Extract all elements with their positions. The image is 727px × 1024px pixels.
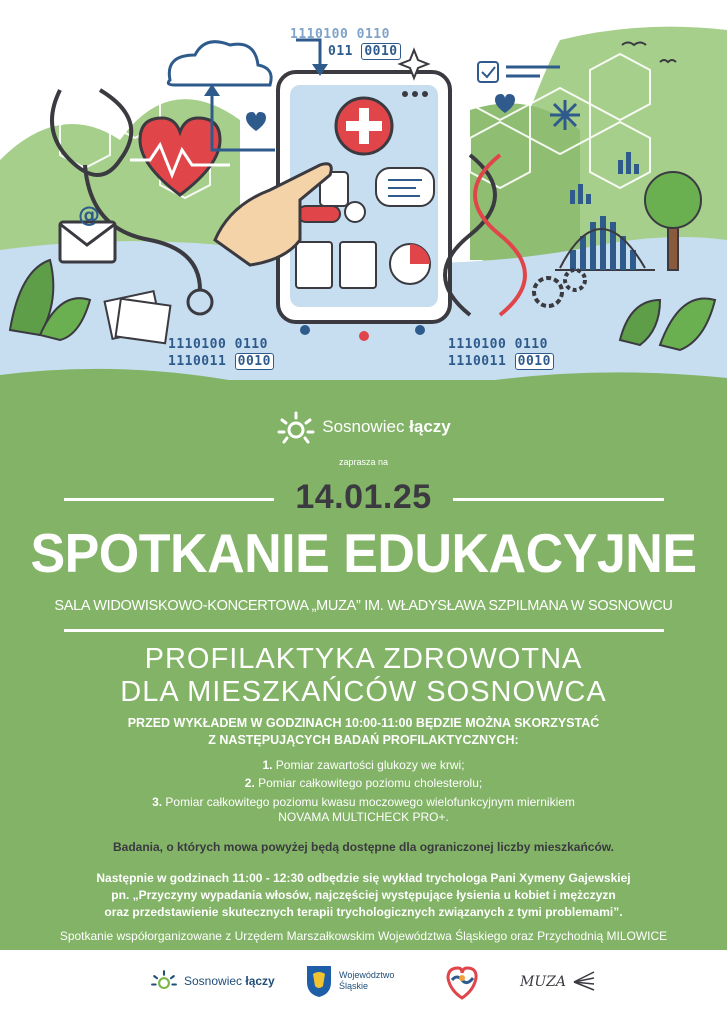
binary-code-top: 1110100 0110 011 0010 bbox=[290, 26, 401, 60]
lecture-line2: pn. „Przyczyny wypadania włosów, najczęściej występujące łysienia u kobiet i mężczyzn bbox=[111, 888, 616, 902]
health-tech-illustration bbox=[0, 0, 727, 420]
divider bbox=[64, 629, 664, 632]
logo-wojewodztwo-slaskie: Województwo Śląskie bbox=[305, 964, 394, 998]
binary-code-right: 1110100 0110 1110011 0010 bbox=[448, 336, 554, 370]
radiating-lines-icon bbox=[572, 970, 596, 994]
date-row bbox=[0, 478, 727, 518]
logo-przychodnia bbox=[443, 964, 481, 1002]
notice-line1: PRZED WYKŁADEM W GODZINACH 10:00-11:00 BĘDZIE MOŻNA SKORZYSTAĆ bbox=[127, 716, 600, 730]
brand-name: Sosnowiec łączy bbox=[322, 417, 451, 436]
document-icon bbox=[340, 242, 376, 288]
test-item-3-cont: NOVAMA MULTICHECK PRO+. bbox=[278, 810, 449, 824]
invite-text: zaprasza na bbox=[338, 457, 389, 467]
test-item-1: 1. Pomiar zawartości glukozy we krwi; bbox=[262, 758, 465, 772]
divider-right bbox=[453, 498, 664, 501]
cloud-icon bbox=[168, 42, 271, 85]
event-title: SPOTKANIE EDUKACYJNE bbox=[30, 523, 697, 585]
lecture-line3: oraz przedstawienie skutecznych terapii trychologicznych związanych z tymi problemami”. bbox=[104, 905, 623, 919]
report-icon bbox=[296, 242, 332, 288]
stethoscope-chestpiece-icon bbox=[188, 290, 212, 314]
sun-logo-icon bbox=[150, 968, 178, 994]
email-icon bbox=[60, 222, 115, 262]
subtitle-line2: DLA MIESZKAŃCÓW SOSNOWCA bbox=[120, 676, 607, 708]
logo-muza: MUZA bbox=[520, 970, 596, 994]
event-date: 14.01.25 bbox=[295, 478, 432, 516]
logo-sosnowiec-laczy: Sosnowiec łączy bbox=[150, 968, 275, 994]
coat-of-arms-icon bbox=[305, 964, 333, 998]
clinic-heart-logo-icon bbox=[443, 964, 481, 1002]
molecule-icon bbox=[550, 100, 580, 130]
test-item-2: 2. Pomiar całkowitego poziomu cholesterolu; bbox=[244, 776, 483, 790]
footer-logos bbox=[0, 950, 727, 1024]
test-item-3: 3. Pomiar całkowitego poziomu kwasu moczowego wielofunkcyjnym miernikiem bbox=[152, 795, 575, 809]
notice-line2: Z NASTĘPUJĄCYCH BADAŃ PROFILAKTYCZNYCH: bbox=[208, 733, 519, 747]
at-sign-icon: @ bbox=[78, 203, 100, 228]
pill-icon bbox=[298, 206, 340, 222]
sun-logo-icon bbox=[276, 410, 316, 444]
binary-code-left: 1110100 0110 1110011 0010 bbox=[168, 336, 274, 370]
subtitle-line1: PROFILAKTYKA ZDROWOTNA bbox=[144, 643, 583, 675]
event-venue: SALA WIDOWISKOWO-KONCERTOWA „MUZA” IM. WŁADYSŁAWA SZPILMANA W SOSNOWCU bbox=[54, 598, 673, 614]
brand-logo bbox=[0, 410, 727, 448]
small-heart-icon-2 bbox=[246, 112, 266, 131]
availability-note: Badania, o których mowa powyżej będą dostępne dla ograniczonej liczby mieszkańców. bbox=[112, 840, 614, 854]
coorganizers-note: Spotkanie współorganizowane z Urzędem Marszałkowskim Województwa Śląskiego oraz Przychodnią MILOWICE bbox=[59, 929, 668, 943]
tree-icon bbox=[645, 172, 701, 228]
hero-illustration bbox=[0, 0, 727, 420]
checkbox-icon bbox=[478, 62, 498, 82]
lecture-line1: Następnie w godzinach 11:00 - 12:30 odbędzie się wykład trychologa Pani Xymeny Gajewskiej bbox=[96, 871, 631, 885]
